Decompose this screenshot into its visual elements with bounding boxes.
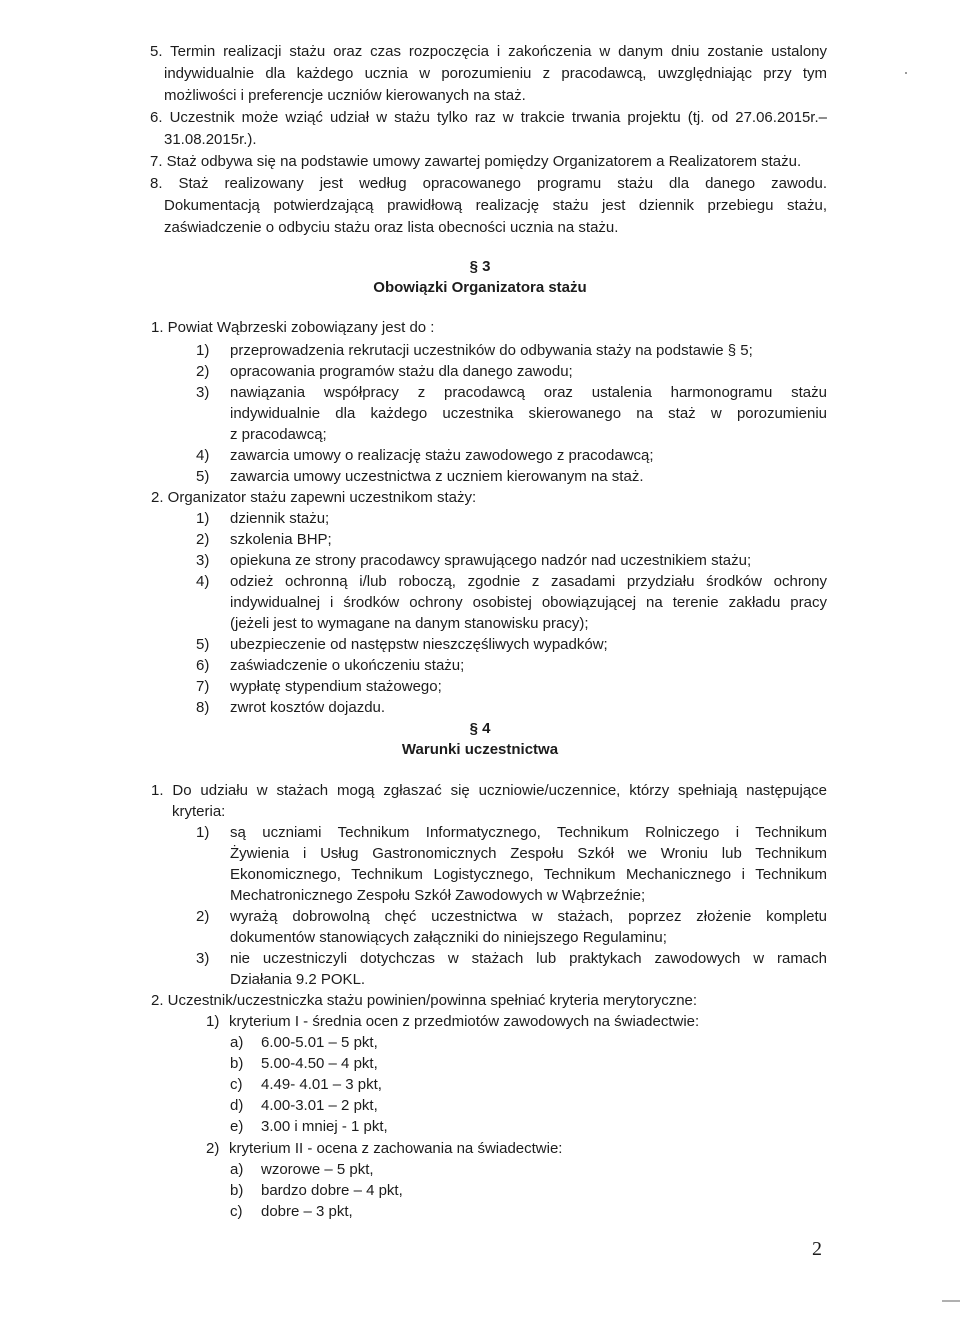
criterion-1-letter-d: d) <box>230 1097 244 1114</box>
s3-1-item-3-line-2: indywidualnie dla każdego uczestnika skierowanego na staż w porozumieniu <box>230 405 827 422</box>
s3-2-num-2: 2) <box>196 531 210 548</box>
s4-2-num-2: 2) <box>206 1140 220 1157</box>
s4-1-item-2-line-1: wyrażą dobrowolną chęć uczestnictwa w stażach, poprzez złożenie kompletu <box>230 908 827 925</box>
criterion-2-letter-b: b) <box>230 1182 244 1199</box>
s3-2-item-2: szkolenia BHP; <box>230 531 332 548</box>
s3-2-item-8: zwrot kosztów dojazdu. <box>230 699 386 716</box>
section-4-title: Warunki uczestnictwa <box>401 741 559 758</box>
criterion-1-option-b: 5.00-4.50 – 4 pkt, <box>261 1055 378 1072</box>
scan-speck <box>905 72 907 74</box>
criterion-2-letter-c: c) <box>230 1203 243 1220</box>
criterion-1-letter-c: c) <box>230 1076 243 1093</box>
criterion-1-option-c: 4.49- 4.01 – 3 pkt, <box>261 1076 382 1093</box>
s3-1-item-5: zawarcia umowy uczestnictwa z uczniem kierowanym na staż. <box>230 468 644 485</box>
point-5-line-1: 5. Termin realizacji stażu oraz czas rozpoczęcia i zakończenia w danym dniu zostanie ustalony <box>150 43 827 60</box>
s3-item-1-intro: 1. Powiat Wąbrzeski zobowiązany jest do : <box>151 319 435 336</box>
s4-item-2-intro: 2. Uczestnik/uczestniczka stażu powinien/powinna spełniać kryteria merytoryczne: <box>151 992 698 1009</box>
s3-item-2-intro: 2. Organizator stażu zapewni uczestnikom staży: <box>151 489 477 506</box>
criterion-1-title: kryterium I - średnia ocen z przedmiotów zawodowych na świadectwie: <box>229 1013 700 1030</box>
section-3-title: Obowiązki Organizatora stażu <box>373 279 587 296</box>
s3-1-num-1: 1) <box>196 342 210 359</box>
criterion-1-option-e: 3.00 i mniej - 1 pkt, <box>261 1118 388 1135</box>
s3-1-item-3-line-1: nawiązania współpracy z pracodawcą oraz ustalenia harmonogramu stażu <box>230 384 827 401</box>
s3-2-item-4-line-2: indywidualnej i środków ochrony osobistej obowiązującej na terenie zakładu pracy <box>230 594 827 611</box>
s3-1-item-2: opracowania programów stażu dla danego zawodu; <box>230 363 573 380</box>
s3-1-item-3-line-3: z pracodawcą; <box>230 426 327 443</box>
s4-1-item-2-line-2: dokumentów stanowiących załączniki do niniejszego Regulaminu; <box>230 929 667 946</box>
criterion-2-title: kryterium II - ocena z zachowania na świadectwie: <box>229 1140 563 1157</box>
criterion-1-letter-e: e) <box>230 1118 244 1135</box>
s3-2-item-1: dziennik stażu; <box>230 510 330 527</box>
s4-1-item-1-line-1: są uczniami Technikum Informatycznego, Technikum Rolniczego i Technikum <box>230 824 827 841</box>
point-5-line-2: indywidualnie dla każdego ucznia w porozumieniu z pracodawcą, uwzględniając przy tym <box>164 65 827 82</box>
s4-1-item-3-line-2: Działania 9.2 POKL. <box>230 971 366 988</box>
s3-2-item-4-line-1: odzież ochronną i/lub roboczą, zgodnie z zasadami przydziału środków ochrony <box>230 573 827 590</box>
s4-1-item-3-line-1: nie uczestniczyli dotychczas w stażach lub praktykach zawodowych w ramach <box>230 950 827 967</box>
s4-1-item-1-line-3: Ekonomicznego, Technikum Logistycznego, Technikum Mechanicznego i Technikum <box>230 866 827 883</box>
criterion-2-letter-a: a) <box>230 1161 244 1178</box>
s3-2-num-8: 8) <box>196 699 210 716</box>
s4-1-num-1: 1) <box>196 824 210 841</box>
s3-2-item-6: zaświadczenie o ukończeniu stażu; <box>230 657 465 674</box>
point-5-line-3: możliwości i preferencje uczniów kierowanych na staż. <box>164 87 526 104</box>
s3-2-item-5: ubezpieczenie od następstw nieszczęśliwych wypadków; <box>230 636 608 653</box>
s3-1-num-3: 3) <box>196 384 210 401</box>
point-6-line-2: 31.08.2015r.). <box>164 131 257 148</box>
s3-2-item-3: opiekuna ze strony pracodawcy sprawującego nadzór nad uczestnikiem stażu; <box>230 552 752 569</box>
point-7: 7. Staż odbywa się na podstawie umowy zawartej pomiędzy Organizatorem a Realizatorem stażu. <box>150 153 802 170</box>
point-8-line-2: Dokumentacją potwierdzającą prawidłową realizację stażu jest dziennik przebiegu stażu, <box>164 197 827 214</box>
s3-2-num-6: 6) <box>196 657 210 674</box>
s3-2-num-1: 1) <box>196 510 210 527</box>
point-6-line-1: 6. Uczestnik może wziąć udział w stażu tylko raz w trakcie trwania projektu (tj. od 27.06.2015r.– <box>150 109 827 126</box>
s4-1-item-1-line-2: Żywienia i Usług Gastronomicznych Zespołu Szkół we Wroniu lub Technikum <box>230 845 827 862</box>
point-8-line-3: zaświadczenie o odbyciu stażu oraz lista obecności ucznia na stażu. <box>164 219 619 236</box>
s3-2-item-7: wypłatę stypendium stażowego; <box>230 678 442 695</box>
criterion-1-letter-b: b) <box>230 1055 244 1072</box>
point-8-line-1: 8. Staż realizowany jest według opracowanego programu stażu dla danego zawodu. <box>150 175 827 192</box>
s3-2-num-7: 7) <box>196 678 210 695</box>
s3-1-num-5: 5) <box>196 468 210 485</box>
section-3-number: § 3 <box>469 258 491 275</box>
s3-1-item-4: zawarcia umowy o realizację stażu zawodowego z pracodawcą; <box>230 447 654 464</box>
s3-2-num-4: 4) <box>196 573 210 590</box>
scan-edge-mark <box>942 1300 960 1302</box>
s3-1-num-2: 2) <box>196 363 210 380</box>
criterion-2-option-a: wzorowe – 5 pkt, <box>261 1161 374 1178</box>
s4-1-num-2: 2) <box>196 908 210 925</box>
s4-2-num-1: 1) <box>206 1013 220 1030</box>
page-number: 2 <box>812 1238 822 1260</box>
s4-item-1-intro-line-1: 1. Do udziału w stażach mogą zgłaszać się uczniowie/uczennice, którzy spełniają następujące <box>151 782 827 799</box>
s4-1-num-3: 3) <box>196 950 210 967</box>
criterion-1-letter-a: a) <box>230 1034 244 1051</box>
criterion-1-option-a: 6.00-5.01 – 5 pkt, <box>261 1034 378 1051</box>
criterion-2-option-b: bardzo dobre – 4 pkt, <box>261 1182 403 1199</box>
s3-2-num-5: 5) <box>196 636 210 653</box>
section-4-number: § 4 <box>469 720 491 737</box>
s3-2-num-3: 3) <box>196 552 210 569</box>
s3-2-item-4-line-3: (jeżeli jest to wymagane na danym stanowisku pracy); <box>230 615 589 632</box>
s3-1-item-1: przeprowadzenia rekrutacji uczestników do odbywania staży na podstawie § 5; <box>230 342 753 359</box>
s3-1-num-4: 4) <box>196 447 210 464</box>
s4-1-item-1-line-4: Mechatronicznego Zespołu Szkół Zawodowych w Wąbrzeźnie; <box>230 887 646 904</box>
criterion-2-option-c: dobre – 3 pkt, <box>261 1203 353 1220</box>
s4-item-1-intro-line-2: kryteria: <box>172 803 226 820</box>
criterion-1-option-d: 4.00-3.01 – 2 pkt, <box>261 1097 378 1114</box>
